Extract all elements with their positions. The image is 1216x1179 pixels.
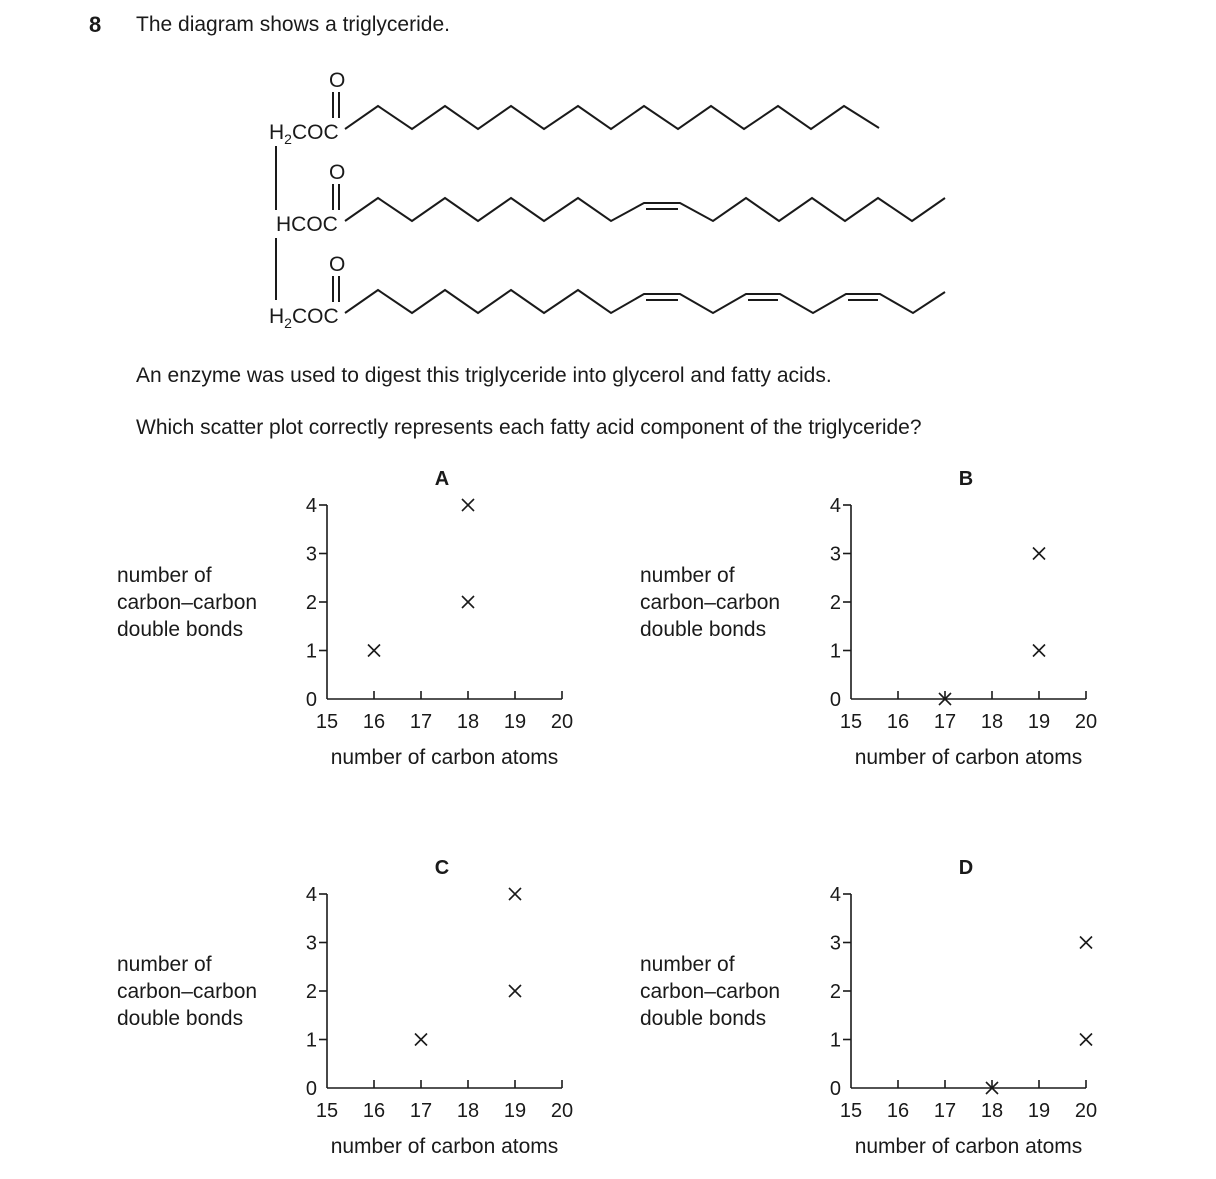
structure-row-label: $H_2COC$	[269, 305, 339, 331]
y-tick-label: 4	[829, 495, 841, 517]
data-points	[986, 937, 1092, 1095]
data-point-marker	[1033, 645, 1045, 657]
x-tick-label: 19	[1027, 711, 1051, 733]
y-tick-label: 3	[305, 932, 317, 955]
x-axis-label: number of carbon atoms	[330, 746, 559, 769]
y-axis-label-line: carbon–carbon	[640, 980, 781, 1003]
y-axis-label-line: number of	[117, 564, 212, 587]
data-point-marker	[1033, 548, 1045, 560]
x-tick-label: 19	[1027, 1100, 1051, 1122]
data-point-marker	[462, 596, 474, 608]
structure-row-label: HCOC	[276, 213, 338, 236]
y-tick-label: 2	[829, 592, 841, 614]
y-tick-label: 2	[305, 981, 317, 1003]
x-tick-label: 20	[550, 1100, 574, 1122]
scatter-plot-c[interactable]	[280, 849, 600, 1169]
plot-title: A	[434, 468, 450, 490]
question-prompt: Which scatter plot correctly represents each fatty acid component of the triglyceride?	[136, 416, 922, 439]
carbonyl-oxygen-label: O	[329, 161, 346, 184]
y-axis-label-line: double bonds	[640, 1007, 767, 1030]
plot-axes	[843, 505, 1086, 699]
plot-title: B	[958, 468, 974, 490]
y-tick-label: 0	[305, 1078, 317, 1100]
y-axis-label-line: double bonds	[117, 1007, 244, 1030]
fatty-acid-chain	[345, 198, 945, 221]
x-tick-label: 17	[933, 711, 957, 733]
scatter-plot-d[interactable]	[804, 849, 1124, 1169]
x-tick-label: 20	[550, 711, 574, 733]
triglyceride-structure	[0, 0, 1216, 340]
y-tick-label: 0	[829, 689, 841, 711]
y-axis-label-line: number of	[117, 953, 212, 976]
scatter-plot-a[interactable]	[280, 460, 600, 780]
data-point-marker	[1080, 1034, 1092, 1046]
x-tick-label: 20	[1074, 711, 1098, 733]
y-axis-label-line: double bonds	[640, 618, 767, 641]
y-axis-label-c	[117, 951, 257, 1032]
y-tick-label: 0	[305, 689, 317, 711]
x-tick-label: 17	[409, 711, 433, 733]
plot-title: D	[958, 857, 974, 879]
y-axis-label-line: carbon–carbon	[640, 591, 781, 614]
y-tick-label: 3	[829, 932, 841, 955]
y-tick-label: 1	[829, 640, 841, 663]
y-axis-label-d	[640, 951, 780, 1032]
y-tick-label: 1	[829, 1029, 841, 1052]
question-info: An enzyme was used to digest this triglyceride into glycerol and fatty acids.	[136, 364, 832, 387]
x-tick-label: 16	[362, 711, 386, 733]
data-points	[368, 499, 474, 657]
y-tick-label: 2	[829, 981, 841, 1003]
x-tick-label: 18	[980, 711, 1004, 733]
x-axis-label: number of carbon atoms	[330, 1135, 559, 1158]
x-axis-label: number of carbon atoms	[854, 1135, 1083, 1158]
y-tick-label: 4	[305, 884, 317, 906]
y-tick-label: 3	[829, 543, 841, 566]
data-point-marker	[368, 645, 380, 657]
question-stem: The diagram shows a triglyceride.	[136, 13, 450, 36]
y-tick-label: 4	[829, 884, 841, 906]
x-tick-label: 15	[839, 1100, 863, 1122]
question-number: 8	[89, 12, 102, 37]
y-axis-label-line: carbon–carbon	[117, 591, 258, 614]
data-point-marker	[1080, 937, 1092, 949]
plot-axes	[319, 505, 562, 699]
data-points	[415, 888, 521, 1046]
x-tick-label: 18	[456, 711, 480, 733]
x-tick-label: 15	[315, 1100, 339, 1122]
x-tick-label: 15	[839, 711, 863, 733]
x-tick-label: 16	[886, 1100, 910, 1122]
data-point-marker	[415, 1034, 427, 1046]
x-axis-label: number of carbon atoms	[854, 746, 1083, 769]
y-axis-label-b	[640, 562, 780, 643]
y-axis-label-line: double bonds	[117, 618, 244, 641]
structure-row-label: $H_2COC$	[269, 121, 339, 147]
fatty-acid-chain	[345, 290, 945, 313]
x-tick-label: 20	[1074, 1100, 1098, 1122]
plot-axes	[843, 894, 1086, 1088]
x-tick-label: 16	[362, 1100, 386, 1122]
y-tick-label: 1	[305, 1029, 317, 1052]
data-point-marker	[462, 499, 474, 511]
x-tick-label: 18	[980, 1100, 1004, 1122]
y-tick-label: 0	[829, 1078, 841, 1100]
y-tick-label: 2	[305, 592, 317, 614]
data-point-marker	[509, 985, 521, 997]
y-axis-label-line: number of	[640, 953, 735, 976]
y-tick-label: 1	[305, 640, 317, 663]
plot-title: C	[434, 857, 450, 879]
carbonyl-oxygen-label: O	[329, 69, 346, 92]
y-axis-label-line: number of	[640, 564, 735, 587]
data-points	[939, 548, 1045, 706]
x-tick-label: 16	[886, 711, 910, 733]
y-axis-label-a	[117, 562, 257, 643]
x-tick-label: 18	[456, 1100, 480, 1122]
x-tick-label: 19	[503, 711, 527, 733]
plot-axes	[319, 894, 562, 1088]
y-tick-label: 4	[305, 495, 317, 517]
x-tick-label: 19	[503, 1100, 527, 1122]
y-axis-label-line: carbon–carbon	[117, 980, 258, 1003]
y-tick-label: 3	[305, 543, 317, 566]
carbonyl-oxygen-label: O	[329, 253, 346, 276]
x-tick-label: 17	[409, 1100, 433, 1122]
scatter-plot-b[interactable]	[804, 460, 1124, 780]
fatty-acid-chain	[345, 106, 879, 129]
x-tick-label: 15	[315, 711, 339, 733]
data-point-marker	[509, 888, 521, 900]
x-tick-label: 17	[933, 1100, 957, 1122]
